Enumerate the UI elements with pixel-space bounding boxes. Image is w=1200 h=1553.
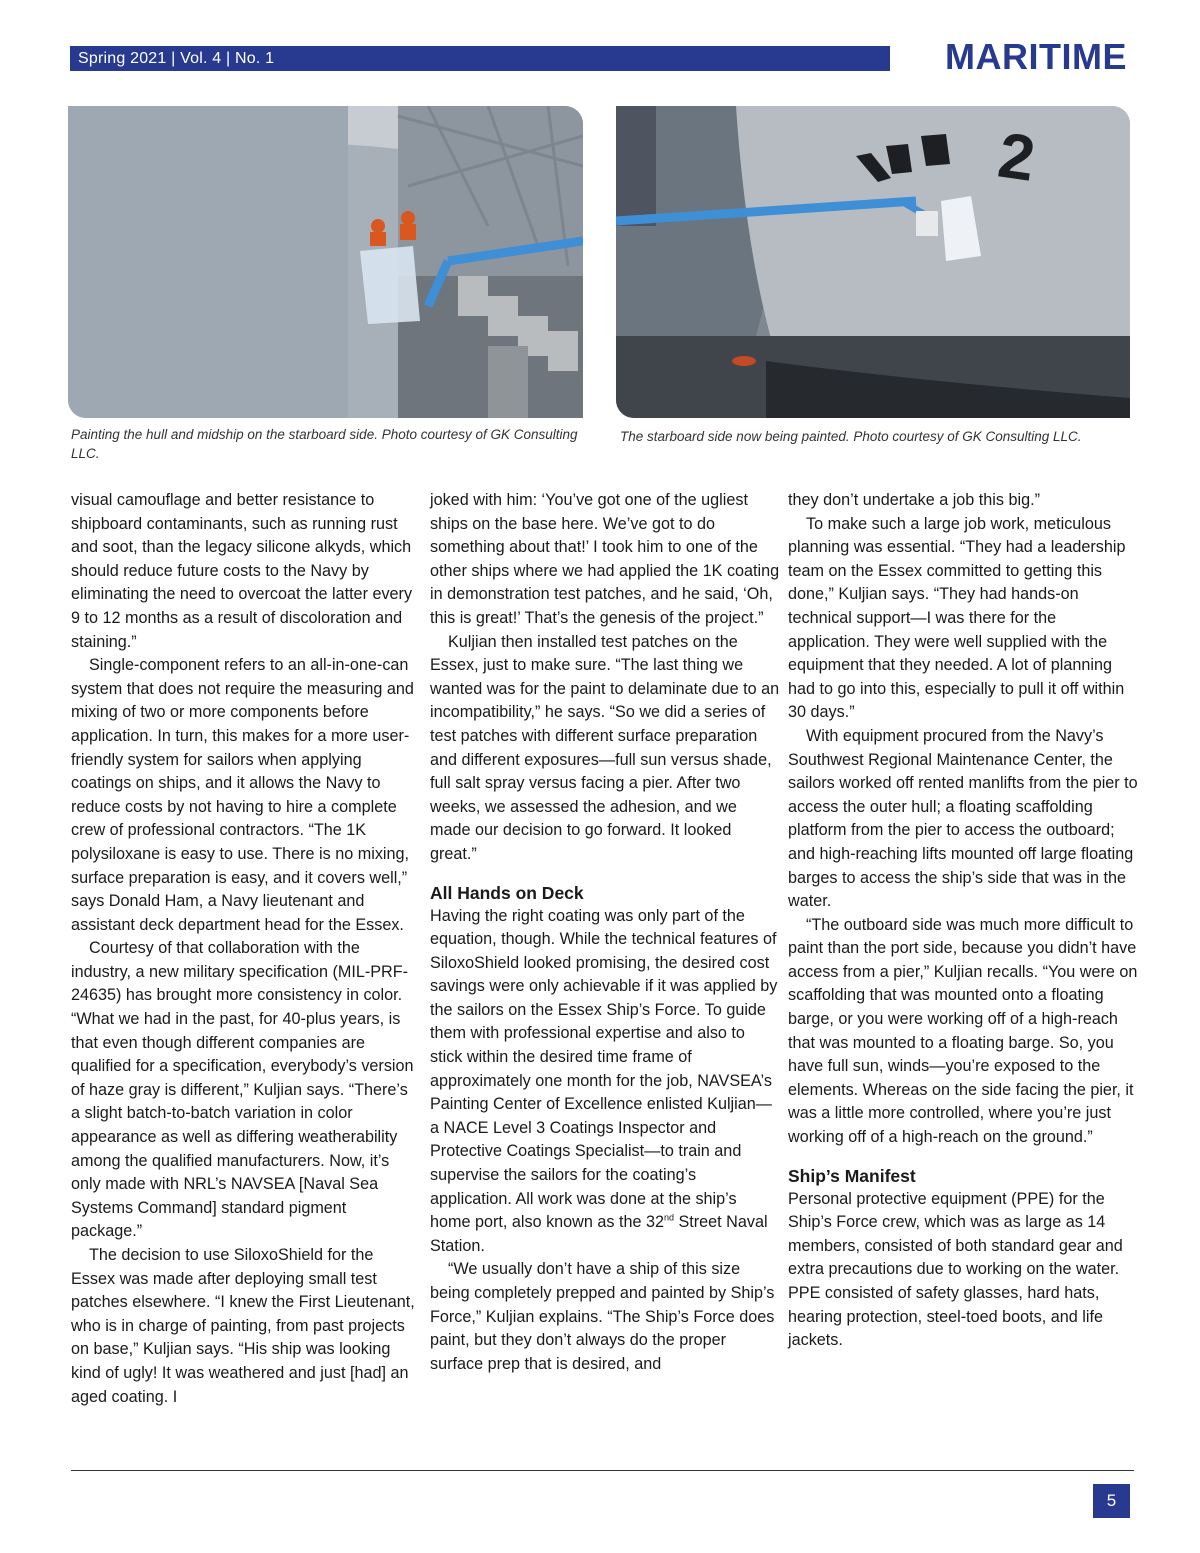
page-number: 5 xyxy=(1093,1484,1130,1518)
photo-starboard-side-illustration xyxy=(616,106,1130,418)
paragraph-text: Having the right coating was only part of the equation, though. While the technical features of SiloxoShield looked promising, the desired cost savings were only achievable if it was applied by the sailors on the Essex Ship’s Force. To guide them with professional expertise and also to stick within the desired time frame of approximately one month for the job, NAVSEA’s Painting Center of Excellence enlisted Kuljian—a NACE Level 3 Coatings Inspector and Protective Coatings Specialist—to train and supervise the sailors for the coating’s application. All work was done at the ship’s home port, also known as the 32 xyxy=(430,906,778,1232)
photo-hull-midship-illustration xyxy=(68,106,583,418)
section-heading-ships-manifest: Ship’s Manifest xyxy=(788,1165,916,1186)
paragraph xyxy=(430,905,780,1259)
issue-label: Spring 2021 | Vol. 4 | No. 1 xyxy=(78,50,275,67)
paragraph: they don’t undertake a job this big.” xyxy=(788,491,1040,509)
photo-caption-right: The starboard side now being painted. Photo courtesy of GK Consulting LLC. xyxy=(620,429,1082,444)
photo-starboard-side xyxy=(616,106,1130,418)
paragraph: visual camouflage and better resistance to shipboard contaminants, such as running rust and soot, than the legacy silicone alkyds, which should reduce future costs to the Navy by eliminating the need to overcoat the latter every 9 to 12 months as a result of discoloration and staining.” xyxy=(71,491,413,651)
paragraph: “We usually don’t have a ship of this size being completely prepped and painted by Ship’s Force,” Kuljian explains. “The Ship’s Force does paint, but they don’t always do the proper surface prep that is desired, and xyxy=(430,1260,775,1373)
section-title: MARITIME xyxy=(945,36,1127,77)
article-column-3 xyxy=(788,489,1138,1353)
paragraph: Single-component refers to an all-in-one-can system that does not require the measuring and mixing of two or more components before application. In turn, this makes for a more user-friendly system for sailors when applying coatings on ships, and it allows the Navy to reduce costs by not having to hire a complete crew of professional contractors. “The 1K polysiloxane is easy to use. There is no mixing, surface preparation is easy, and it covers well,” says Donald Ham, a Navy lieutenant and assistant deck department head for the Essex. xyxy=(71,656,414,934)
photo-caption-left: Painting the hull and midship on the starboard side. Photo courtesy of GK Consulting LLC. xyxy=(71,427,578,461)
section-heading-all-hands: All Hands on Deck xyxy=(430,882,584,903)
paragraph: To make such a large job work, meticulous planning was essential. “They had a leadership team on the Essex committed to getting this done,” Kuljian says. “They had hands-on technical support—I was there for the application. They were well supplied with the equipment that they needed. A lot of planning had to go into this, especially to pull it off within 30 days.” xyxy=(788,514,1126,722)
footer-divider xyxy=(71,1470,1134,1471)
paragraph: Kuljian then installed test patches on the Essex, just to make sure. “The last thing we wanted was for the paint to delaminate due to an incompatibility,” he says. “So we did a series of test patches with different surface preparation and different exposures—full sun versus shade, full salt spray versus facing a pier. After two weeks, we assessed the adhesion, and we made our decision to go forward. It looked great.” xyxy=(430,632,780,863)
article-column-1 xyxy=(71,489,421,1409)
article-column-2 xyxy=(430,489,780,1376)
ordinal-suffix: nd xyxy=(663,1212,674,1223)
photo-hull-midship xyxy=(68,106,583,418)
paragraph: Courtesy of that collaboration with the industry, a new military specification (MIL-PRF-24635) has brought more consistency in color. “What we had in the past, for 40-plus years, is that even though different companies are qualified for a specification, everybody’s version of haze gray is different,” Kuljian says. “There’s a slight batch-to-batch variation in color appearance as well as differing weatherability among the qualified manufacturers. Now, it’s only made with NRL’s NAVSEA [Naval Sea Systems Command] standard pigment package.” xyxy=(71,939,414,1241)
paragraph: With equipment procured from the Navy’s Southwest Regional Maintenance Center, the sailors worked off rented manlifts from the pier to access the outer hull; a floating scaffolding platform from the pier to access the outboard; and high-reaching lifts mounted off large floating barges to access the ship’s side that was in the water. xyxy=(788,726,1138,911)
paragraph: Personal protective equipment (PPE) for the Ship’s Force crew, which was as large as 14 members, consisted of both standard gear and extra precautions due to working on the water. PPE consisted of safety glasses, hard hats, hearing protection, steel-toed boots, and life jackets. xyxy=(788,1189,1123,1350)
paragraph: The decision to use SiloxoShield for the Essex was made after deploying small test patches elsewhere. “I knew the First Lieutenant, who is in charge of painting, from past projects on base,” Kuljian says. “His ship was looking kind of ugly! It was weathered and just [had] an aged coating. I xyxy=(71,1246,415,1406)
paragraph: joked with him: ‘You’ve got one of the ugliest ships on the base here. We’ve got to do something about that!’ I took him to one of the other ships where we had applied the 1K coating in demonstration test patches, and he said, ‘Oh, this is great!’ That’s the genesis of the project.” xyxy=(430,491,780,627)
paragraph-text: Street Naval Station. xyxy=(430,1213,768,1255)
issue-bar xyxy=(70,46,890,71)
svg-text:2: 2 xyxy=(994,118,1040,195)
paragraph: “The outboard side was much more difficult to paint than the port side, because you didn’t have access from a pier,” Kuljian recalls. “You were on scaffolding that was mounted onto a floating barge, or you were working off of a high-reach that was mounted to a floating barge. So, you have full sun, winds—you’re exposed to the elements. Whereas on the side facing the pier, it was a little more controlled, where you’re just working off of a high-reach on the ground.” xyxy=(788,915,1138,1147)
